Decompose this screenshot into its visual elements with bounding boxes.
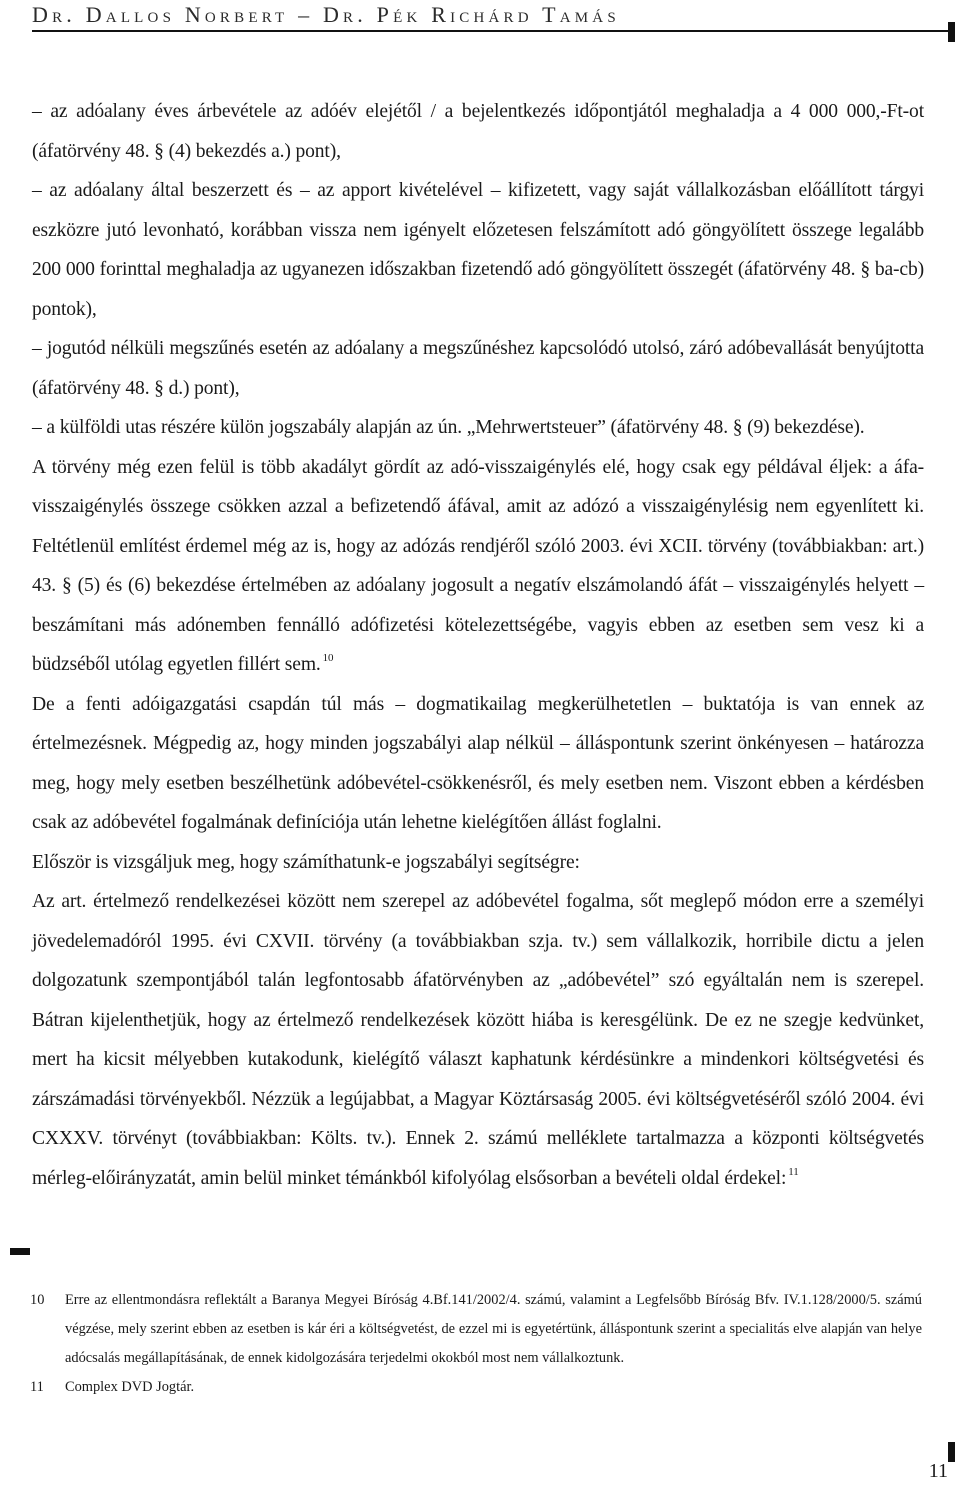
paragraph: – az adóalany által beszerzett és – az apport kivételével – kifizetett, vagy saját vállalkozásban előállított tárgyi eszközre jutó levonható, korábban vissza nem igényelt előzetesen felszámított adó göngyölített összege legalább 200 000 forinttal meghaladja az ugyanezen időszakban fizetendő adó göngyölített összegét (áfatörvény 48. § ba-cb) pontok),: [32, 180, 924, 320]
footnotes: [30, 1286, 922, 1402]
page-number: 11: [928, 1460, 948, 1482]
paragraph: Először is vizsgáljuk meg, hogy számíthatunk-e jogszabályi segítségre:: [32, 851, 580, 873]
footnote: [30, 1286, 922, 1373]
paragraph-text: A törvény még ezen felül is több akadályt gördít az adó-visszaigénylés elé, hogy csak egy példával éljek: a áfa-visszaigénylés összege csökken azzal a befizetendő áfával, amit az adózó a visszaigénylésig nem egyenlített ki. Feltétlenül említést érdemel még az is, hogy az adózás rendjéről szóló 2003. évi XCII. törvény (továbbiakban: art.) 43. § (5) és (6) bekezdése értelmében az adóalany jogosult a negatív elszámolandó áfát – visszaigénylés helyett – beszámítani más adónemben fennálló adófizetési kötelezettségébe, vagyis ebben az esetben sem vesz ki a büdzséből utólag egyetlen fillért sem.: [32, 456, 924, 675]
page-corner-mark: [948, 1442, 955, 1462]
header-rule: [32, 30, 950, 32]
footnote-text: Complex DVD Jogtár.: [65, 1379, 195, 1395]
footnote-separator-mark: [10, 1248, 30, 1255]
footnote-reference: 11: [788, 1165, 799, 1178]
footnote-text: Erre az ellentmondásra reflektált a Baranya Megyei Bíróság 4.Bf.141/2002/4. számú, valamint a Legfelsőbb Bíróság Bfv. IV.1.128/2000/5. számú végzése, mely szerint ebben az esetben is kár éri a költségvetést, de ezzel mi is egyetértünk, álláspontunk szerint a specialitás elve alapján van helye adócsalás megállapításának, de ennek kidolgozására terjedelmi okokból most nem vállalkoztunk.: [65, 1292, 922, 1366]
main-text: [32, 92, 924, 1198]
paragraph: – jogutód nélküli megszűnés esetén az adóalany a megszűnéshez kapcsolódó utolsó, záró adóbevallását benyújtotta (áfatörvény 48. § d.) pont),: [32, 338, 924, 399]
paragraph: De a fenti adóigazgatási csapdán túl más – dogmatikailag megkerülhetetlen – buktatója is van ennek az értelmezésnek. Mégpedig az, hogy minden jogszabályi alap nélkül – álláspontunk szerint önkényesen – határozza meg, hogy mely esetben beszélhetünk adóbevétel-csökkenésről, és mely esetben nem. Viszont ebben a kérdésben csak az adóbevétel fogalmának definíciója után lehetne kielégítően állást foglalni.: [32, 693, 924, 833]
running-head: Dr. Dallos Norbert – Dr. Pék Richárd Tamás: [32, 2, 620, 27]
paragraph-text: Az art. értelmező rendelkezései között nem szerepel az adóbevétel fogalma, sőt meglepő módon erre a személyi jövedelemadóról 1995. évi CXVII. törvény (a továbbiakban szja. tv.) sem vállalkozik, horribile dictu a jelen dolgozatunk szempontjából talán legfontosabb áfatörvényben az „adóbevétel” szó egyáltalán nem is szerepel. Bátran kijelenthetjük, hogy az értelmező rendelkezések között hiába is keresgélünk. De ez ne szegje kedvünket, mert ha kicsit mélyebben kutakodunk, kielégítő választ kaphatunk kérdésünkre a mindenkori költségvetési és zárszámadási törvényekből. Nézzük a legújabbat, a Magyar Köztársaság 2005. évi költségvetéséről szóló 2004. évi CXXXV. törvényt (továbbiakban: Költs. tv.). Ennek 2. számú melléklete tartalmazza a központi költségvetés mérleg-előirányzatát, amin belül minket témánkból kifolyólag elsősorban a bevételi oldal érdekel:: [32, 891, 924, 1189]
paragraph: – az adóalany éves árbevétele az adóév elejétől / a bejelentkezés időpontjától meghaladja a 4 000 000,-Ft-ot (áfatörvény 48. § (4) bekezdés a.) pont),: [32, 101, 924, 162]
footnote-number: 11: [30, 1379, 44, 1395]
paragraph: [32, 882, 924, 1198]
paragraph: – a külföldi utas részére külön jogszabály alapján az ún. „Mehrwertsteuer” (áfatörvény 48. § (9) bekezdése).: [32, 417, 865, 438]
paragraph: [32, 448, 924, 685]
footnote-reference: 10: [322, 652, 334, 664]
footnote: [30, 1373, 922, 1402]
header-corner-mark: [948, 22, 955, 42]
footnote-number: 10: [30, 1292, 45, 1308]
